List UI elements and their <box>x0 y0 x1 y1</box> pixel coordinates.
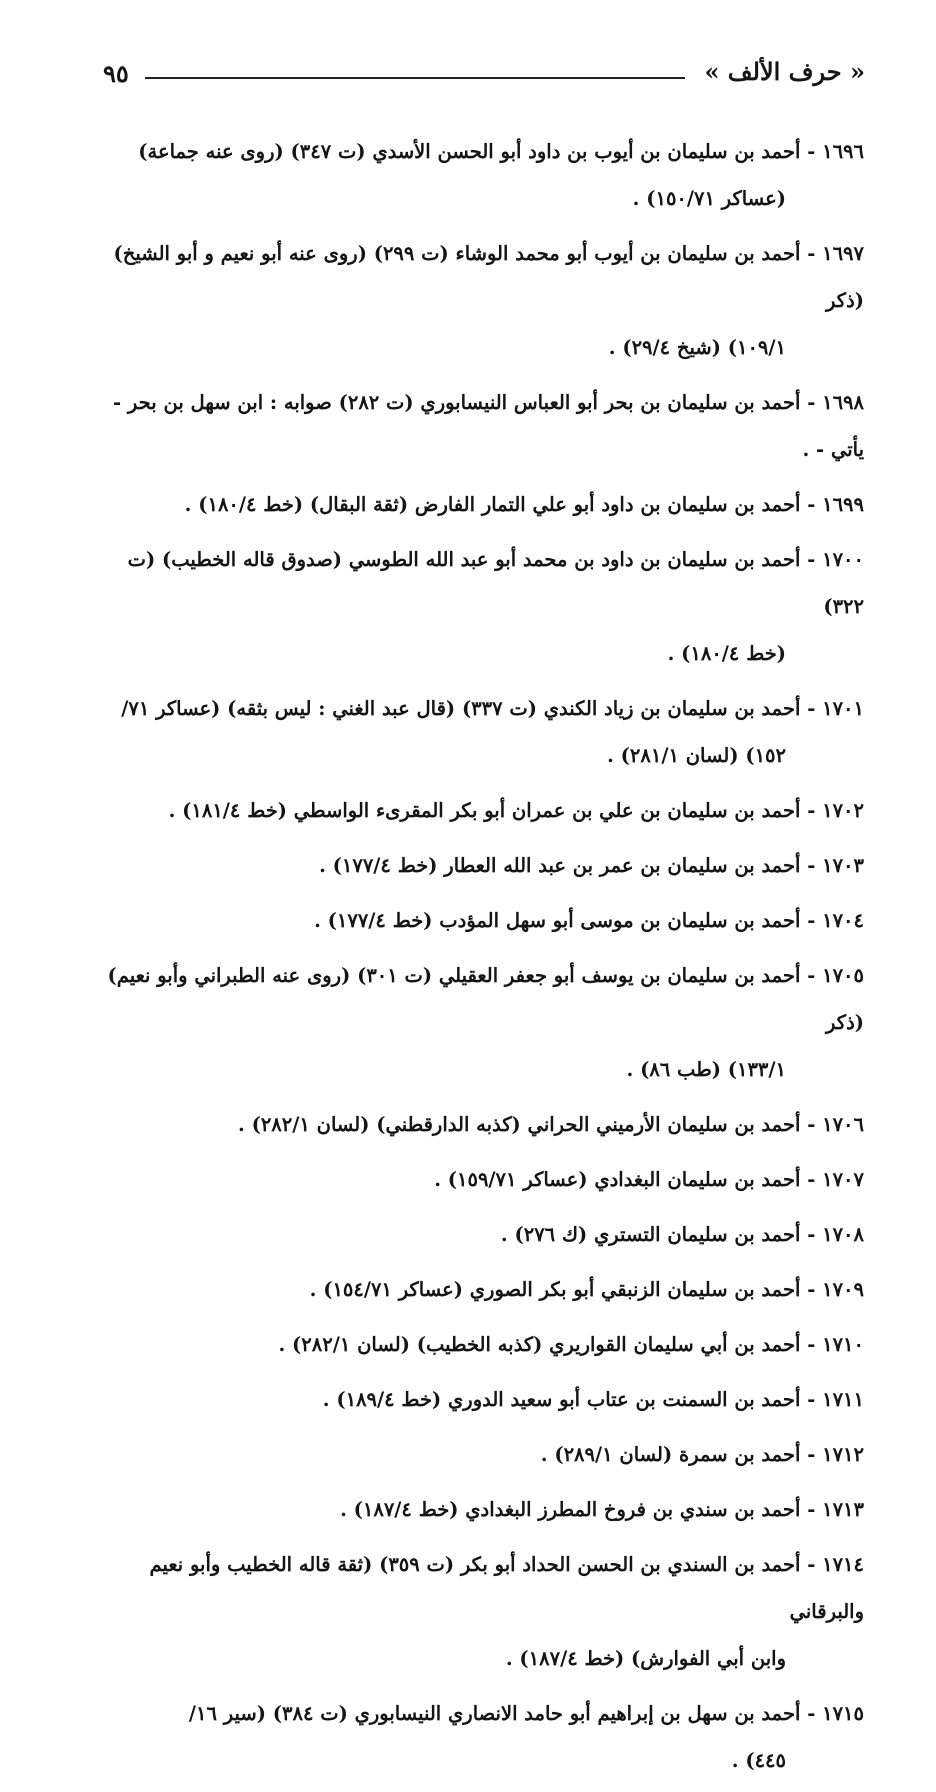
entry-number: ١٧٠١ <box>822 697 864 720</box>
entry-number: ١٧٠٨ <box>822 1223 864 1246</box>
entry-1698 <box>88 379 864 473</box>
entry-text: - أحمد بن سليمان بن زياد الكندي (ت ٣٣٧) (قال عبد الغني : ليس بثقه) (عساكر ٧١/ <box>121 697 823 720</box>
entry-text: - أحمد بن سليمان الأرميني الحراني (كذبه الدارقطني) (لسان ٢٨٢/١) . <box>238 1113 823 1136</box>
entry-text: - أحمد بن سليمان بن موسى أبو سهل المؤدب (خط ١٧٧/٤) . <box>314 909 823 932</box>
entry-text: - أحمد بن سليمان البغدادي (عساكر ١٥٩/٧١) . <box>434 1168 823 1191</box>
entry-text: - أحمد بن السندي بن الحسن الحداد أبو بكر (ت ٣٥٩) (ثقة قاله الخطيب وأبو نعيم والبرقاني <box>149 1553 864 1623</box>
entry-number: ١٧٠٣ <box>822 854 864 877</box>
entry-1699 <box>88 481 864 528</box>
entry-text: - أحمد بن سليمان بن بحر أبو العباس النيسابوري (ت ٢٨٢) صوابه : ابن سهل بن بحر - يأتي - . <box>113 391 864 461</box>
entry-continuation: ١٥٢) (لسان ٢٨١/١) . <box>607 744 786 767</box>
entry-1702 <box>88 787 864 834</box>
entry-text: - أحمد بن سندي بن فروخ المطرز البغدادي (خط ١٨٧/٤) . <box>340 1498 823 1521</box>
entry-1708 <box>88 1211 864 1258</box>
entry-1715 <box>88 1690 864 1784</box>
entry-1697 <box>88 230 864 371</box>
entry-continuation: ٤٤٥) . <box>731 1749 786 1772</box>
entry-number: ١٦٩٧ <box>822 242 864 265</box>
entry-number: ١٧٠٧ <box>822 1168 864 1191</box>
entry-1712 <box>88 1431 864 1478</box>
chapter-title: « حرف الألف » <box>704 57 865 86</box>
entry-number: ١٧١٣ <box>822 1498 864 1521</box>
entry-text: - أحمد بن سليمان بن يوسف أبو جعفر العقيلي (ت ٣٠١) (روى عنه الطبراني وأبو نعيم) (ذكر <box>107 964 864 1034</box>
entry-number: ١٧٠٩ <box>822 1278 864 1301</box>
entry-1709 <box>88 1266 864 1313</box>
entry-text: - أحمد بن سليمان بن أيوب بن داود أبو الحسن الأسدي (ت ٣٤٧) (روى عنه جماعة) <box>138 140 823 163</box>
entry-number: ١٧٠٢ <box>822 799 864 822</box>
header-rule <box>145 77 685 79</box>
entry-1703 <box>88 842 864 889</box>
entry-number: ١٦٩٨ <box>822 391 864 414</box>
entry-continuation: ١٠٩/١) (شيخ ٢٩/٤) . <box>608 336 786 359</box>
entry-text: - أحمد بن سليمان التستري (ك ٢٧٦) . <box>500 1223 823 1246</box>
entry-continuation: (خط ١٨٠/٤) . <box>667 642 786 665</box>
entry-text: - أحمد بن سليمان بن أيوب أبو محمد الوشاء (ت ٢٩٩) (روى عنه أبو نعيم و أبو الشيخ) (ذكر <box>113 242 864 312</box>
entry-number: ١٧٠٤ <box>822 909 864 932</box>
page-number: ٩٥ <box>103 59 129 88</box>
entry-number: ١٧٠٠ <box>822 548 864 571</box>
entry-number: ١٧١٠ <box>822 1333 864 1356</box>
entry-1706 <box>88 1101 864 1148</box>
entry-text: - أحمد بن سليمان بن داود أبو علي التمار الفارض (ثقة البقال) (خط ١٨٠/٤) . <box>184 493 823 516</box>
entry-text: - أحمد بن أبي سليمان القواريري (كذبه الخطيب) (لسان ٢٨٢/١) . <box>278 1333 823 1356</box>
entry-number: ١٦٩٩ <box>822 493 864 516</box>
entry-text: - أحمد بن سليمان بن علي بن عمران أبو بكر المقرىء الواسطي (خط ١٨١/٤) . <box>168 799 823 822</box>
entry-1714 <box>88 1541 864 1682</box>
entry-1700 <box>88 536 864 677</box>
entry-text: - أحمد بن سليمان بن داود بن محمد أبو عبد الله الطوسي (صدوق قاله الخطيب) (ت ٣٢٢) <box>127 548 864 618</box>
entry-number: ١٧٠٥ <box>822 964 864 987</box>
entry-number: ١٧١٤ <box>822 1553 864 1576</box>
entry-list <box>88 128 864 1792</box>
entry-1707 <box>88 1156 864 1203</box>
entry-continuation: ١٣٣/١) (طب ٨٦) . <box>626 1058 786 1081</box>
entry-1711 <box>88 1376 864 1423</box>
page-header <box>95 55 865 99</box>
entry-1701 <box>88 685 864 779</box>
entry-number: ١٧١٢ <box>822 1443 864 1466</box>
entry-text: - أحمد بن سليمان بن عمر بن عبد الله العطار (خط ١٧٧/٤) . <box>319 854 823 877</box>
entry-number: ١٧٠٦ <box>822 1113 864 1136</box>
entry-text: - أحمد بن سمرة (لسان ٢٨٩/١) . <box>540 1443 823 1466</box>
entry-1713 <box>88 1486 864 1533</box>
entry-1704 <box>88 897 864 944</box>
entry-number: ١٧١٥ <box>822 1702 864 1725</box>
entry-continuation: وابن أبي الفوارش) (خط ١٨٧/٤) . <box>505 1647 786 1670</box>
entry-1710 <box>88 1321 864 1368</box>
entry-text: - أحمد بن سهل بن إبراهيم أبو حامد الانصاري النيسابوري (ت ٣٨٤) (سير ١٦/ <box>188 1702 823 1725</box>
entry-text: - أحمد بن السمنت بن عتاب أبو سعيد الدوري (خط ١٨٩/٤) . <box>322 1388 823 1411</box>
entry-number: ١٦٩٦ <box>822 140 864 163</box>
entry-1705 <box>88 952 864 1093</box>
entry-number: ١٧١١ <box>822 1388 864 1411</box>
entry-continuation: (عساكر ١٥٠/٧١) . <box>632 187 786 210</box>
entry-text: - أحمد بن سليمان الزنبقي أبو بكر الصوري (عساكر ١٥٤/٧١) . <box>309 1278 823 1301</box>
entry-1696 <box>88 128 864 222</box>
